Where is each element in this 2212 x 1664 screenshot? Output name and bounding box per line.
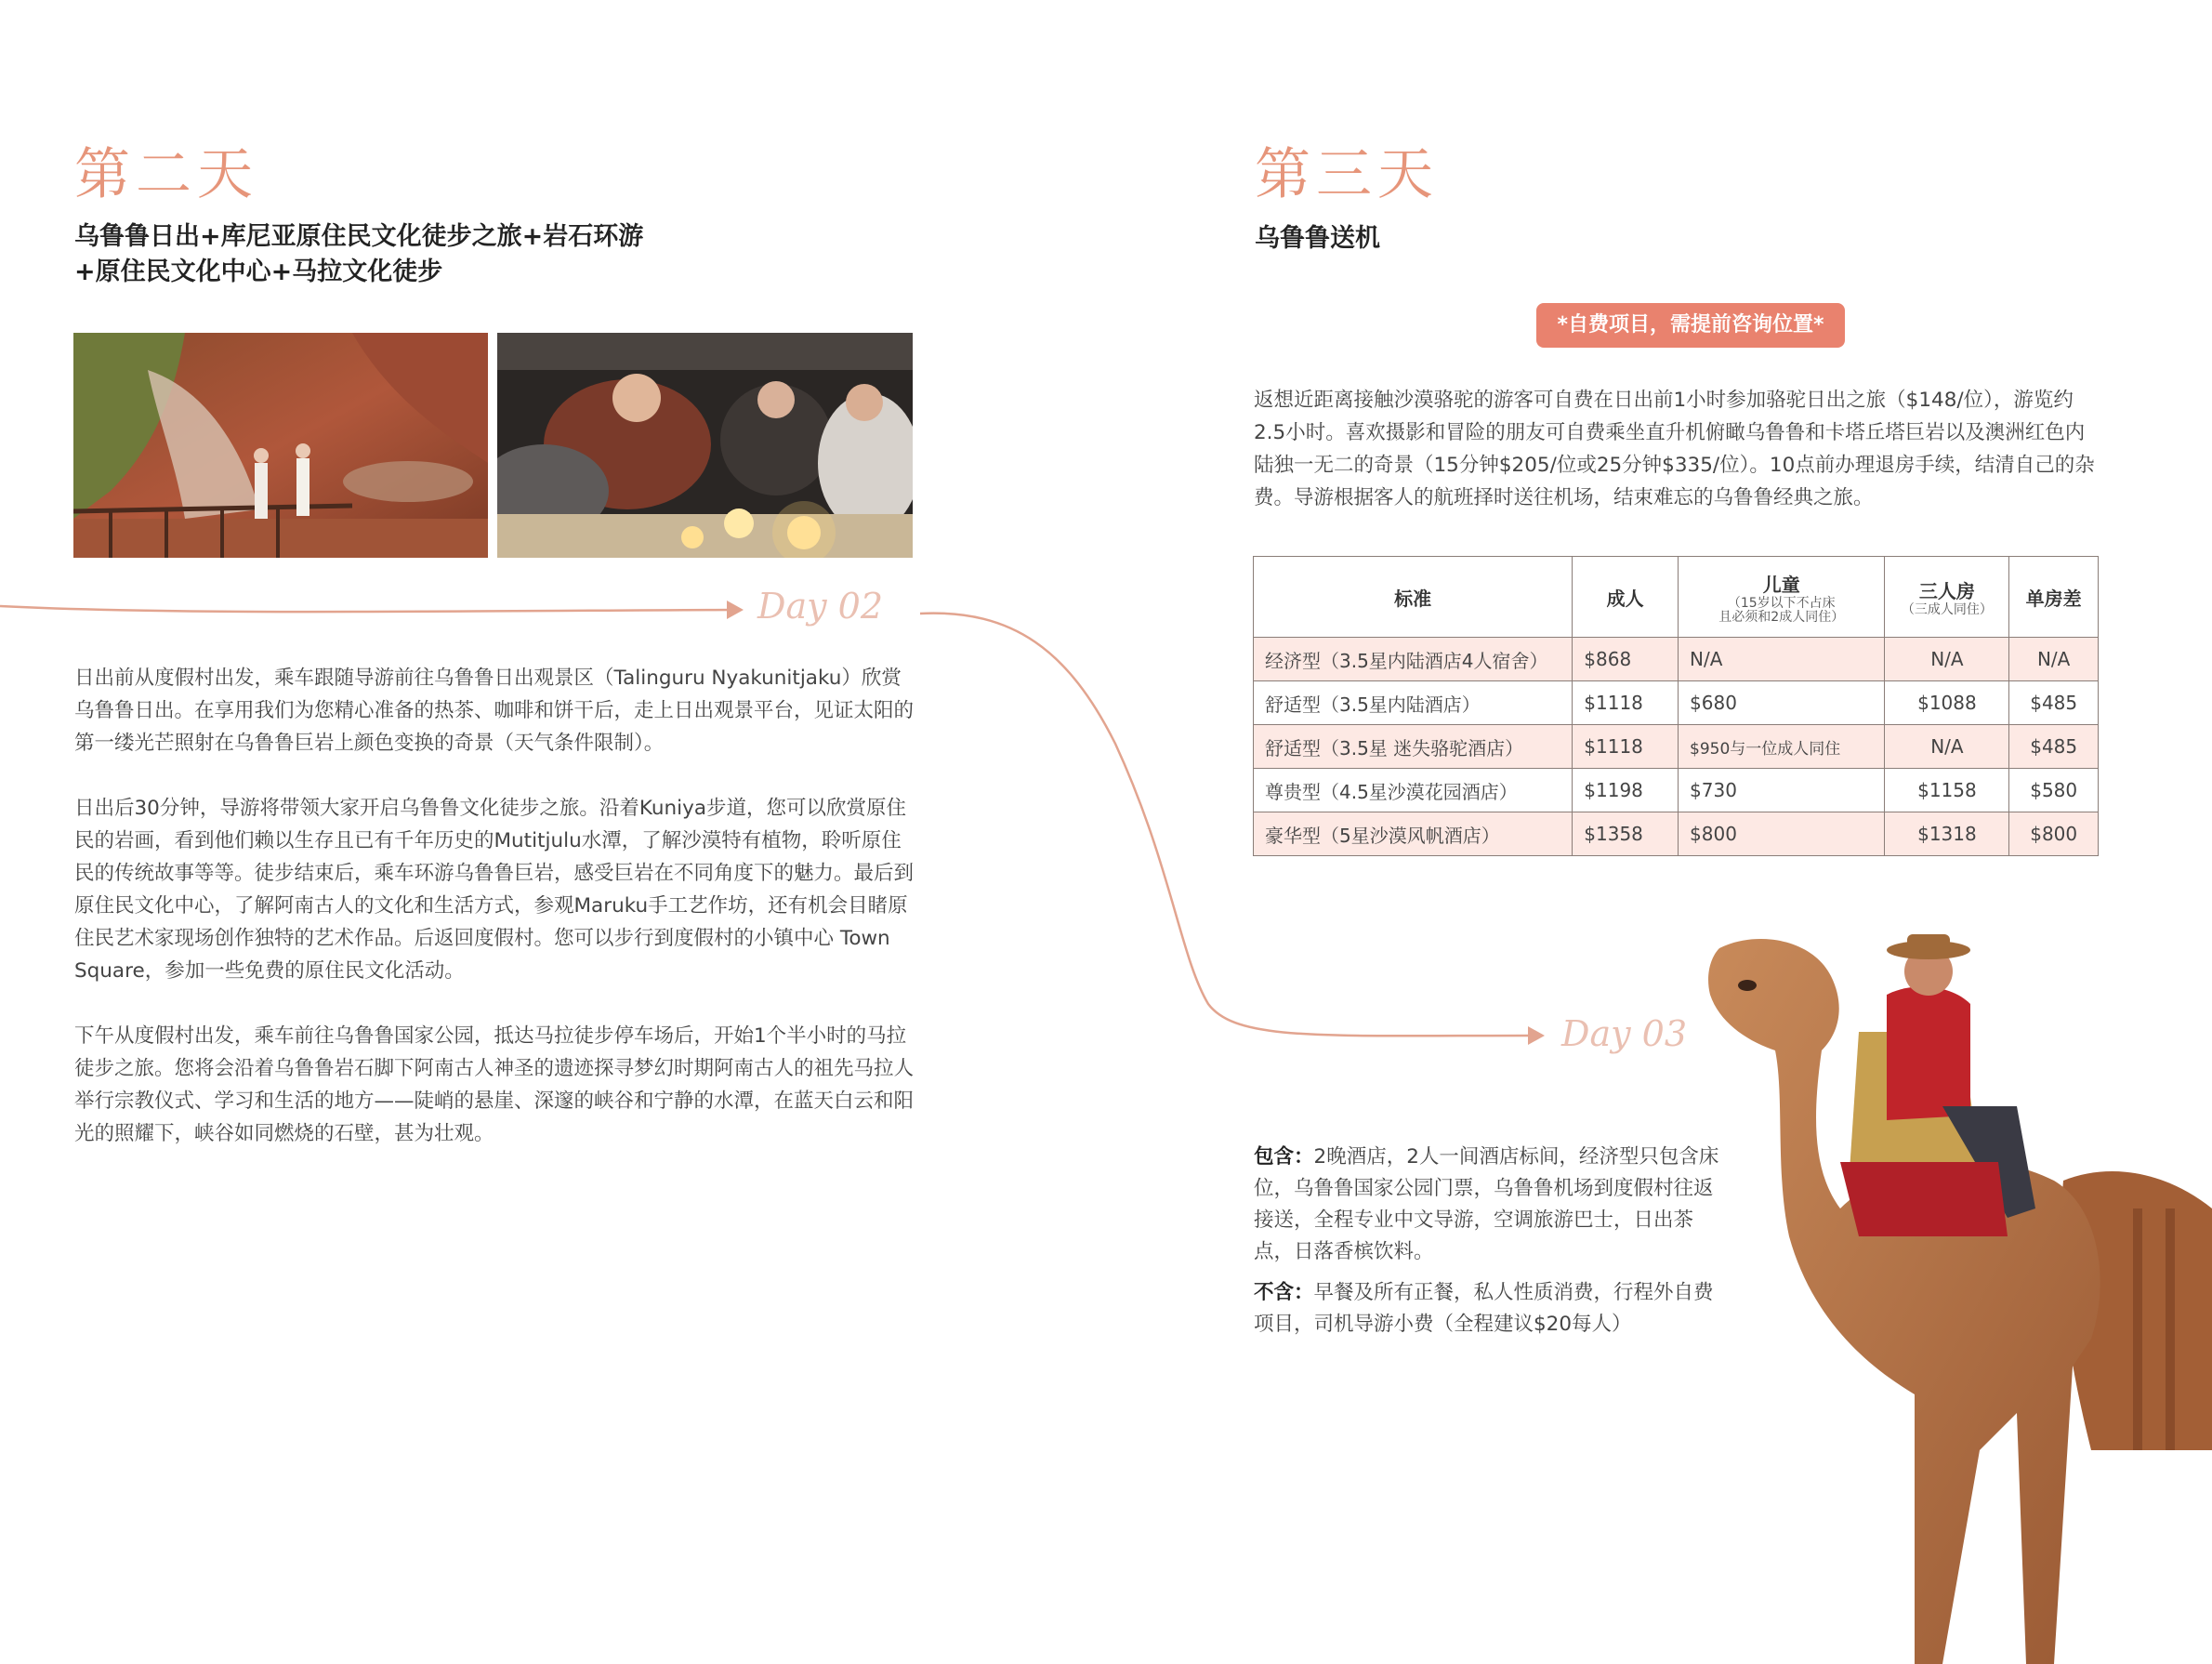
table-cell: $680 [1679, 681, 1885, 725]
day3-subtitle: 乌鲁鲁送机 [1255, 224, 1380, 253]
child-note-1: （15岁以下不占床 [1727, 595, 1836, 611]
table-cell: N/A [2009, 638, 2099, 681]
table-cell: $580 [2009, 769, 2099, 812]
header-standard: 标准 [1254, 557, 1573, 638]
table-cell: $950与一位成人同住 [1679, 725, 1885, 769]
day3-title: 第三天 [1255, 142, 1439, 207]
table-cell: $800 [1679, 812, 1885, 856]
header-single: 单房差 [2009, 557, 2099, 638]
includes: 包含：2晚酒店，2人一间酒店标间，经济型只包含床位，乌鲁鲁国家公园门票，乌鲁鲁机场到度假村往返接送，全程专业中文导游，空调旅游巴士，日出茶点，日落香槟饮料。 [1254, 1145, 1719, 1263]
excludes: 不含：早餐及所有正餐，私人性质消费，行程外自费项目，司机导游小费（全程建议$20每人） [1254, 1281, 1714, 1336]
table-cell: $868 [1573, 638, 1679, 681]
table-row [1254, 681, 2099, 725]
day2-body [74, 662, 915, 1150]
table-cell: $485 [2009, 681, 2099, 725]
day3-paragraph: 返想近距离接触沙漠骆驼的游客可自费在日出前1小时参加骆驼日出之旅（$148/位），游览约2.5小时。喜欢摄影和冒险的朋友可自费乘坐直升机俯瞰乌鲁鲁和卡塔丘塔巨岩以及澳洲红色内陆独一无二的奇景（15分钟$205/位或25分钟$335/位）。10点前办理退房手续，结清自己的杂费。导游根据客人的航班择时送往机场，结束难忘的乌鲁鲁经典之旅。 [1254, 389, 2095, 509]
day2-title: 第二天 [74, 142, 258, 207]
table-row [1254, 769, 2099, 812]
table-cell: N/A [1885, 638, 2009, 681]
table-cell: $1158 [1885, 769, 2009, 812]
table-cell: $485 [2009, 725, 2099, 769]
table-cell: $730 [1679, 769, 1885, 812]
triple-note: （三成人同住） [1901, 602, 1993, 617]
day2-paragraph-2: 日出后30分钟，导游将带领大家开启乌鲁鲁文化徒步之旅。沿着Kuniya步道，您可以欣赏原住民的岩画，看到他们赖以生存且已有千年历史的Mutitjulu水潭，了解沙漠特有植物，聆听原住民的传统故事等等。徒步结束后，乘车环游乌鲁鲁巨岩，感受巨岩在不同角度下的魅力。最后到原住民文化中心，了解阿南古人的文化和生活方式，参观Maruku手工艺作坊，还有机会目睹原住民艺术家现场创作独特的艺术作品。后返回度假村。您可以步行到度假村的小镇中心 Town Square，参加一些免费的原住民文化活动。 [74, 797, 915, 983]
table-cell: $1358 [1573, 812, 1679, 856]
table-row [1254, 638, 2099, 681]
arrow-head-day2 [727, 601, 744, 619]
table-row [1254, 812, 2099, 856]
table-cell: $1088 [1885, 681, 2009, 725]
day2-label: Day 02 [757, 586, 884, 627]
table-cell: 舒适型（3.5星内陆酒店） [1254, 681, 1573, 725]
includes-block [1254, 1142, 1728, 1340]
table-cell: $800 [2009, 812, 2099, 856]
table-row [1254, 725, 2099, 769]
price-table-header [1254, 557, 2099, 638]
dinner-photo [497, 333, 913, 558]
day2-subtitle [74, 219, 911, 290]
price-table [1253, 556, 2099, 856]
canyon-photo [73, 333, 488, 558]
table-cell: 尊贵型（4.5星沙漠花园酒店） [1254, 769, 1573, 812]
day2-paragraph-3: 下午从度假村出发，乘车前往乌鲁鲁国家公园，抵达马拉徒步停车场后，开始1个半小时的马拉徒步之旅。您将会沿着乌鲁鲁岩石脚下阿南古人神圣的遗迹探寻梦幻时期阿南古人的祖先马拉人举行宗教仪式、学习和生活的地方——陡峭的悬崖、深邃的峡谷和宁静的水潭，在蓝天白云和阳光的照耀下，峡谷如同燃烧的石壁，甚为壮观。 [74, 1024, 915, 1145]
day2-paragraph-1: 日出前从度假村出发，乘车跟随导游前往乌鲁鲁日出观景区（Talinguru Nyakunitjaku）欣赏乌鲁鲁日出。在享用我们为您精心准备的热茶、咖啡和饼干后，走上日出观景平台，见证太阳的第一缕光芒照射在乌鲁鲁巨岩上颜色变换的奇景（天气条件限制）。 [74, 667, 915, 755]
table-cell: N/A [1885, 725, 2009, 769]
day2-subtitle-line2: +原住民文化中心+马拉文化徒步 [74, 258, 443, 286]
table-cell: $1118 [1573, 681, 1679, 725]
table-cell: 舒适型（3.5星 迷失骆驼酒店） [1254, 725, 1573, 769]
header-child: 儿童 （15岁以下不占床 且必须和2成人同住） [1679, 557, 1885, 638]
camel-photo [1701, 930, 2212, 1664]
table-cell: $1118 [1573, 725, 1679, 769]
child-note-2: 且必须和2成人同住） [1718, 609, 1845, 625]
table-cell: N/A [1679, 638, 1885, 681]
header-triple: 三人房 （三成人同住） [1885, 557, 2009, 638]
day2-subtitle-line1: 乌鲁鲁日出+库尼亚原住民文化徒步之旅+岩石环游 [74, 222, 644, 251]
table-cell: $1198 [1573, 769, 1679, 812]
table-cell: 豪华型（5星沙漠风帆酒店） [1254, 812, 1573, 856]
table-cell: 经济型（3.5星内陆酒店4人宿舍） [1254, 638, 1573, 681]
day3-label: Day 03 [1561, 1013, 1688, 1054]
header-adult: 成人 [1573, 557, 1679, 638]
optional-tour-badge: *自费项目，需提前咨询位置* [1536, 303, 1845, 348]
table-cell: $1318 [1885, 812, 2009, 856]
arrow-head-day3 [1528, 1026, 1545, 1045]
